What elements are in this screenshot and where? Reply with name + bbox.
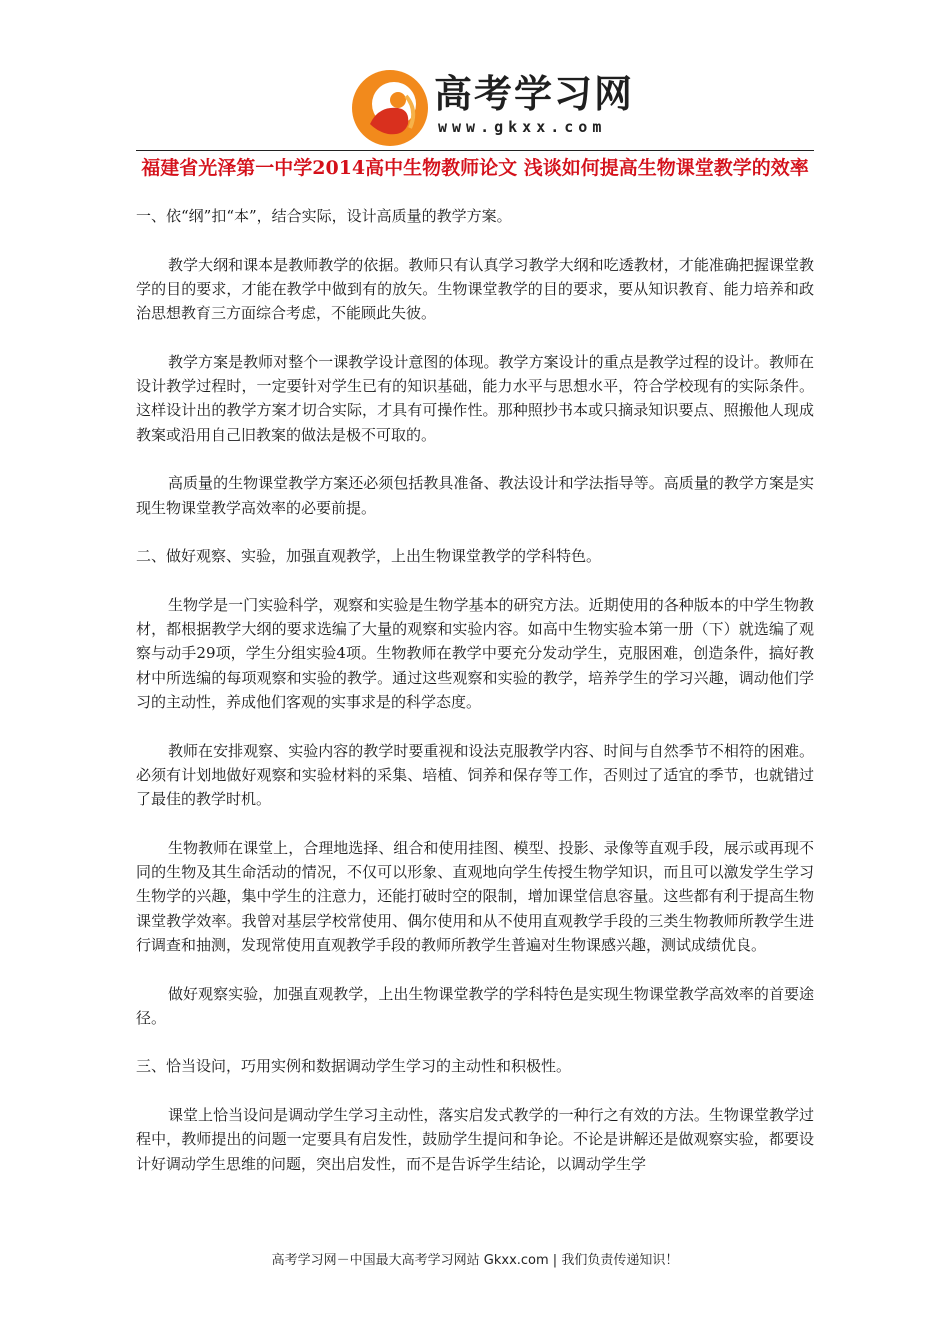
section-heading-2: 二、做好观察、实验，加强直观教学，上出生物课堂教学的学科特色。 (136, 547, 602, 566)
page-footer: 高考学习网－中国最大高考学习网站 Gkxx.com | 我们负责传递知识！ (271, 1253, 679, 1268)
site-logo[interactable] (348, 66, 635, 150)
paragraph: 生物学是一门实验科学，观察和实验是生物学基本的研究方法。近期使用的各种版本的中学生物教材，都根据教学大纲的要求选编了大量的观察和实验内容。如高中生物实验本第一册（下）就选编了观察与动手29项，学生分组实验4项。生物教师在教学中要充分发动学生，克服困难，创造条件，搞好教材中所选编的每项观察和实验的教学。通过这些观察和实验的教学，培养学生的学习兴趣，调动他们学习的主动性，养成他们客观的实事求是的科学态度。 (136, 595, 814, 711)
section-heading-1: 一、依“纲”扣“本”，结合实际，设计高质量的教学方案。 (136, 207, 512, 225)
paragraph: 教师在安排观察、实验内容的教学时要重视和设法克服教学内容、时间与自然季节不相符的困难。必须有计划地做好观察和实验材料的采集、培植、饲养和保存等工作，否则过了适宜的季节，也就错过了最佳的教学时机。 (136, 741, 814, 809)
paragraph: 教学大纲和课本是教师教学的依据。教师只有认真学习教学大纲和吃透教材，才能准确把握课堂教学的目的要求，才能在教学中做到有的放矢。生物课堂教学的目的要求，要从知识教育、能力培养和政治思想教育三方面综合考虑，不能顾此失彼。 (136, 255, 814, 323)
paragraph: 生物教师在课堂上，合理地选择、组合和使用挂图、模型、投影、录像等直观手段，展示或再现不同的生物及其生命活动的情况，不仅可以形象、直观地向学生传授生物学知识，而且可以激发学生学习生物学的兴趣，集中学生的注意力，还能打破时空的限制，增加课堂信息容量。这些都有利于提高生物课堂教学效率。我曾对基层学校常使用、偶尔使用和从不使用直观教学手段的三类生物教师所教学生进行调查和抽测，发现常使用直观教学手段的教师所教学生普遍对生物课感兴趣，测试成绩优良。 (136, 838, 814, 954)
logo-url[interactable]: www.gkxx.com (438, 118, 607, 136)
document-body (136, 204, 814, 1176)
document-title: 福建省光泽第一中学2014高中生物教师论文 浅谈如何提高生物课堂教学的效率 (141, 157, 809, 179)
logo-name: 高考学习网 (434, 72, 635, 116)
paragraph: 高质量的生物课堂教学方案还必须包括教具准备、教法设计和学法指导等。高质量的教学方案是实现生物课堂教学高效率的必要前提。 (136, 474, 814, 517)
paragraph: 课堂上恰当设问是调动学生学习主动性，落实启发式教学的一种行之有效的方法。生物课堂教学过程中，教师提出的问题一定要具有启发性，鼓励学生提问和争论。不论是讲解还是做观察实验，都要设计好调动学生思维的问题，突出启发性，而不是告诉学生结论，以调动学生学 (136, 1105, 814, 1173)
paragraph: 做好观察实验，加强直观教学，上出生物课堂教学的学科特色是实现生物课堂教学高效率的首要途径。 (136, 984, 814, 1027)
header-rule (136, 150, 814, 151)
logo-mark-icon (348, 66, 430, 150)
section-heading-3: 三、恰当设问，巧用实例和数据调动学生学习的主动性和积极性。 (136, 1057, 572, 1076)
paragraph: 教学方案是教师对整个一课教学设计意图的体现。教学方案设计的重点是教学过程的设计。教师在设计教学过程时，一定要针对学生已有的知识基础，能力水平与思想水平，符合学校现有的实际条件。这样设计出的教学方案才切合实际，才具有可操作性。那种照抄书本或只摘录知识要点、照搬他人现成教案或沿用自己旧教案的做法是极不可取的。 (136, 352, 814, 444)
